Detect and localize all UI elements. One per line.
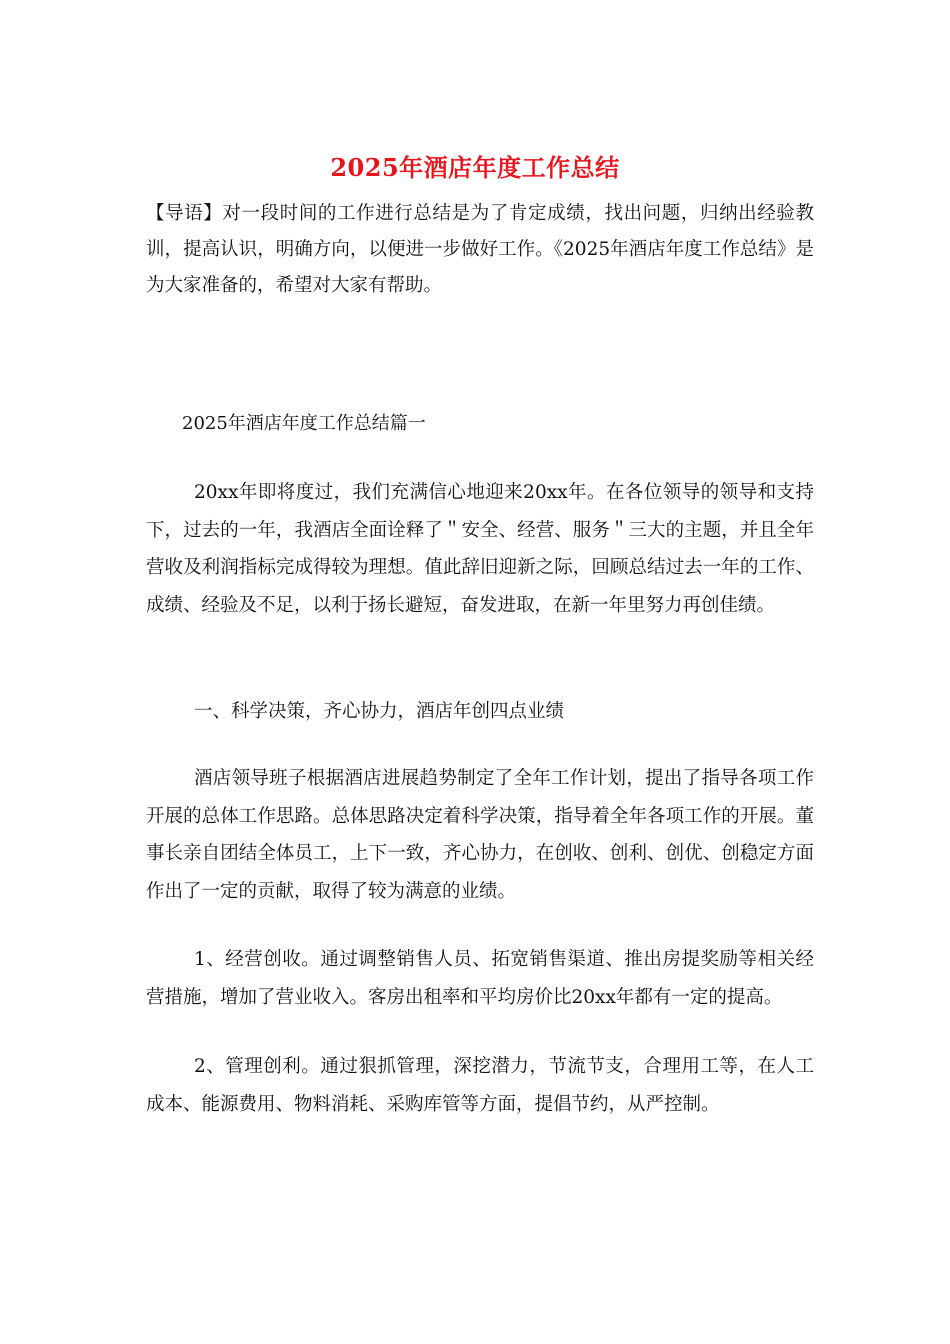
document-title: 2025年酒店年度工作总结 [330, 153, 620, 182]
body-paragraph-1: 20xx年即将度过，我们充满信心地迎来20xx年。在各位领导的领导和支持下，过去的一年，我酒店全面诠释了＂安全、经营、服务＂三大的主题，并且全年营收及利润指标完成得较为理想。值此辞旧迎新之际，回顾总结过去一年的工作、成绩、经验及不足，以利于扬长避短，奋发进取，在新一年里努力再创佳绩。 [146, 482, 814, 616]
section-heading-1: 一、科学决策，齐心协力，酒店年创四点业绩 [194, 701, 565, 722]
section-title: 2025年酒店年度工作总结篇一 [182, 413, 426, 434]
body-paragraph-3: 1、经营创收。通过调整销售人员、拓宽销售渠道、推出房提奖励等相关经营措施，增加了营业收入。客房出租率和平均房价比20xx年都有一定的提高。 [146, 949, 814, 1008]
intro-paragraph: 【导语】对一段时间的工作进行总结是为了肯定成绩，找出问题，归纳出经验教训，提高认识，明确方向，以便进一步做好工作。《2025年酒店年度工作总结》是为大家准备的，希望对大家有帮助。 [146, 203, 814, 296]
body-paragraph-4: 2、管理创利。通过狠抓管理，深挖潜力，节流节支，合理用工等，在人工成本、能源费用、物料消耗、采购库管等方面，提倡节约，从严控制。 [146, 1056, 814, 1115]
body-paragraph-2: 酒店领导班子根据酒店进展趋势制定了全年工作计划，提出了指导各项工作开展的总体工作思路。总体思路决定着科学决策，指导着全年各项工作的开展。董事长亲自团结全体员工，上下一致，齐心协力，在创收、创利、创优、创稳定方面作出了一定的贡献，取得了较为满意的业绩。 [146, 768, 814, 902]
